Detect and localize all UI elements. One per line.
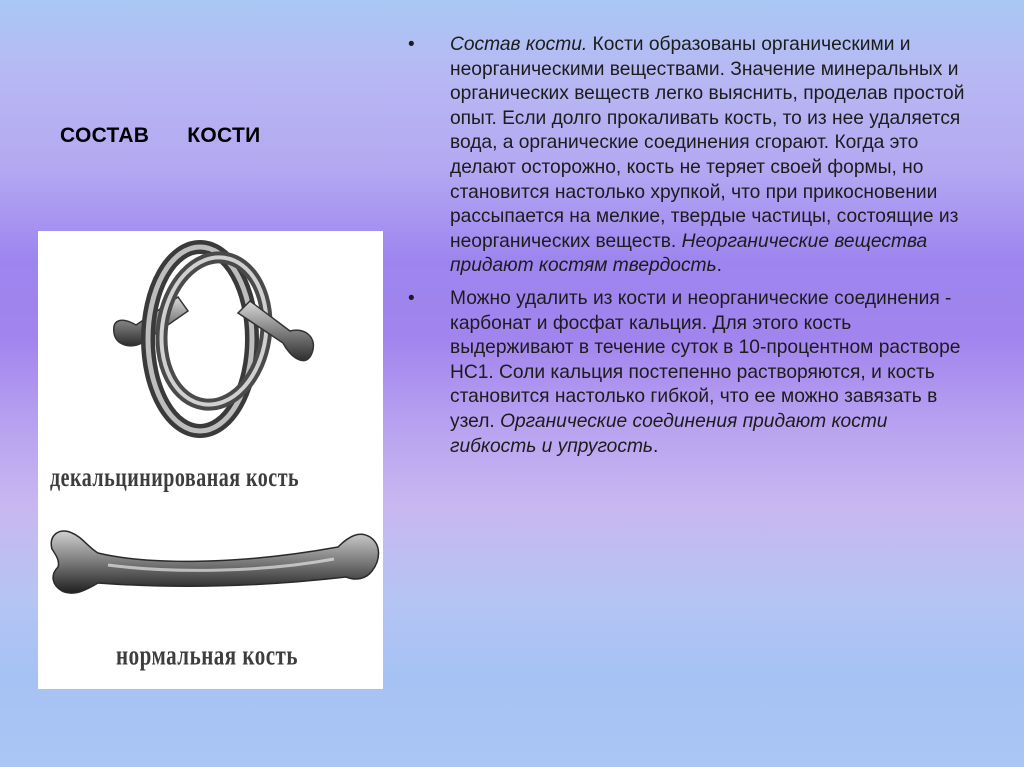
lead-italic: Состав кости. — [450, 34, 588, 55]
slide-title — [60, 124, 260, 148]
bone-figure — [38, 231, 383, 689]
conclusion-italic: Органические соединения придают кости гибкость и упругость — [450, 410, 888, 457]
label-decalcified-bone: декальцинированая кость — [50, 463, 300, 493]
paragraph-end: . — [653, 435, 659, 457]
label-normal-bone: нормальная кость — [116, 639, 298, 672]
paragraph-body: Кости образованы органическими и неорганическими веществами. Значение минеральных и органических веществ легко выяснить, проделав простой опыт. Если долго прокаливать кость, то из нее удаляется вода, а органические соединения сгорают. Когда это делают осторожно, кость не теряет своей формы, но становится настолько хрупкой, что при прикосновении рассыпается на мелкие, твердые частицы, состоящие из неорганических веществ. — [450, 34, 965, 252]
conclusion-italic: Неорганические вещества придают костям твердость — [450, 230, 928, 277]
bullet-icon: • — [408, 287, 415, 309]
bullet-paragraph-decalcification — [408, 287, 978, 459]
bullet-icon: • — [408, 34, 415, 55]
bullet-paragraph-composition — [408, 33, 978, 279]
paragraph-end: . — [716, 255, 722, 277]
body-text — [408, 33, 978, 467]
title-word-1: СОСТАВ — [60, 124, 150, 147]
normal-bone — [51, 531, 378, 593]
decalcified-bone — [114, 247, 314, 431]
paragraph-body: Можно удалить из кости и неорганические соединения - карбонат и фосфат кальция. Для этого кость выдерживают в течение суток в 10-процентном растворе НС1. Соли кальция постепенно растворяются, и кость становится настолько гибкой, что ее можно завязать в узел. — [450, 287, 961, 432]
title-word-2: КОСТИ — [187, 124, 261, 147]
bone-illustration — [38, 231, 383, 689]
